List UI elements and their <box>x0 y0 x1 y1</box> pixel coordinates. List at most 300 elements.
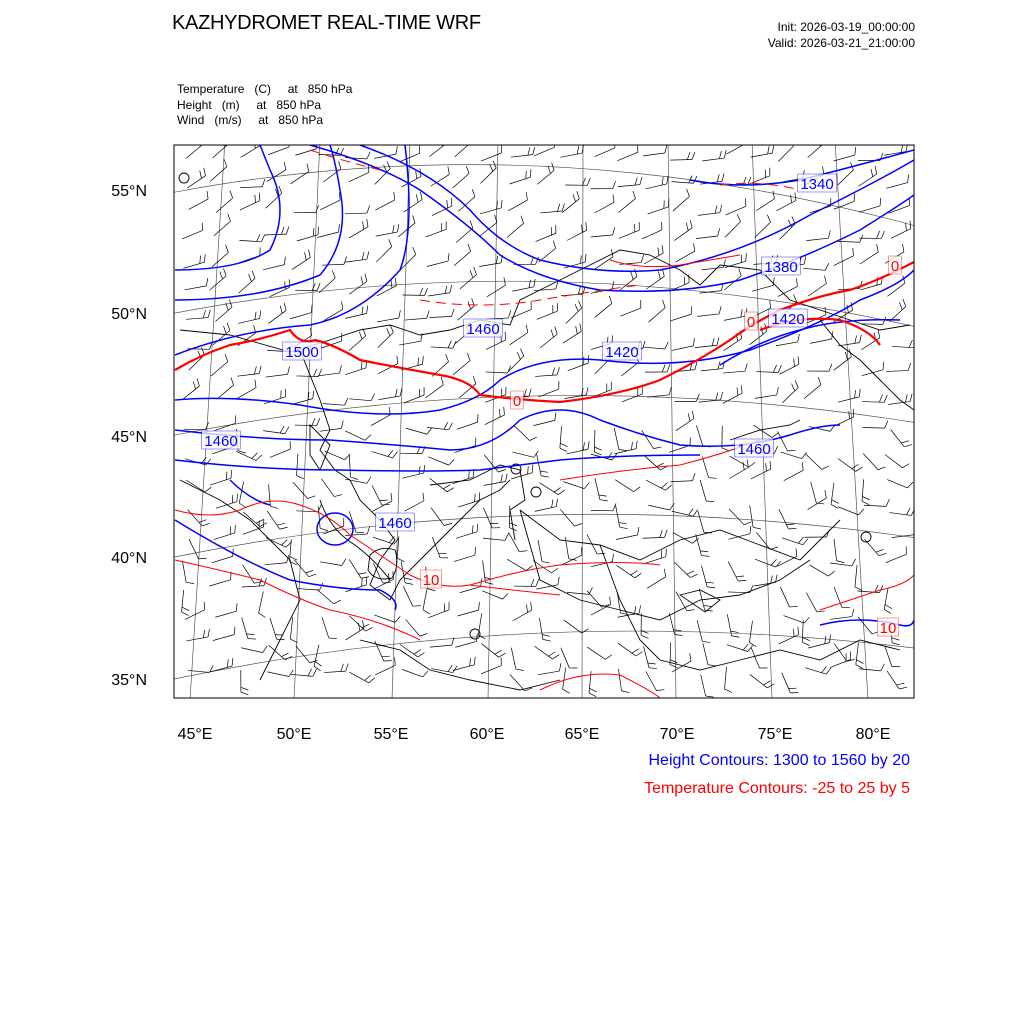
wind-barb <box>838 458 856 471</box>
wind-barb <box>425 229 446 237</box>
wind-barb-feather <box>280 527 288 529</box>
wind-barb-feather <box>361 577 369 579</box>
wind-barb-feather <box>766 463 767 471</box>
wind-barb-feather <box>254 582 262 584</box>
wind-barb-feather <box>690 653 691 661</box>
wind-barb <box>674 228 692 241</box>
wind-barb <box>567 592 589 594</box>
wind-barb <box>701 566 707 587</box>
wind-barb-feather <box>260 311 261 319</box>
wind-barb-feather <box>770 461 771 469</box>
wind-barb <box>862 402 884 403</box>
wind-barb-feather <box>225 354 228 362</box>
wind-barb-feather <box>638 527 639 535</box>
wind-barb-feather <box>425 288 428 295</box>
wind-barb-feather <box>690 220 692 228</box>
wind-barb <box>729 467 748 478</box>
wind-barb-feather <box>798 537 803 543</box>
wind-barb-feather <box>208 629 209 637</box>
wind-barb-feather <box>716 393 718 401</box>
wind-barb <box>702 457 708 478</box>
wind-barb-feather <box>284 162 285 170</box>
wind-barb <box>318 373 340 376</box>
wind-barb-feather <box>256 455 262 461</box>
wind-barb <box>535 233 555 241</box>
wind-barb-feather <box>452 309 455 317</box>
temperature-contour-legend: Temperature Contours: -25 to 25 by 5 <box>644 780 910 797</box>
wind-barb-feather <box>445 286 447 294</box>
wind-barb <box>211 362 228 376</box>
wind-barb-feather <box>712 338 714 346</box>
wind-barb-feather <box>305 252 307 260</box>
wind-barb <box>647 577 666 589</box>
wind-barb-feather <box>632 649 639 653</box>
wind-barb-feather <box>589 688 596 692</box>
wind-barb <box>885 646 892 667</box>
wind-barb <box>404 200 422 212</box>
contour-label: 10 <box>422 572 440 589</box>
wind-barb <box>892 346 914 347</box>
wind-barb <box>213 635 234 641</box>
wind-barb-feather <box>795 193 796 201</box>
wind-barb <box>648 505 669 510</box>
wind-barb <box>615 480 633 492</box>
wind-barb <box>615 449 636 454</box>
wind-barb-feather <box>619 522 627 523</box>
longitude-label: 55°E <box>373 726 409 743</box>
wind-barb <box>214 533 235 540</box>
wind-barb-feather <box>476 633 477 641</box>
wind-barb <box>298 589 320 591</box>
longitude-label: 70°E <box>659 726 695 743</box>
wind-barb-feather <box>519 551 527 552</box>
wind-barb-feather <box>620 527 628 528</box>
wind-barb-feather <box>767 684 774 688</box>
wind-barb-feather <box>309 250 311 258</box>
wind-barb-feather <box>693 176 696 183</box>
wind-barb <box>810 339 832 343</box>
wind-barb-feather <box>587 178 590 185</box>
wind-barb-feather <box>823 166 824 174</box>
wind-barb <box>243 512 260 526</box>
wind-barb <box>317 589 334 603</box>
wind-barb <box>755 395 777 398</box>
wind-barb-feather <box>475 547 476 555</box>
wind-barb <box>186 144 203 158</box>
wind-barb <box>855 565 857 587</box>
wind-barb-feather <box>526 605 527 613</box>
wind-barb <box>349 281 367 294</box>
wind-barb <box>777 556 797 566</box>
wind-barb-feather <box>308 669 312 676</box>
wind-barb-feather <box>901 145 903 153</box>
wind-barb-feather <box>613 194 614 202</box>
wind-barb-feather <box>741 255 742 263</box>
wind-barb-feather <box>822 466 829 469</box>
wind-barb <box>211 666 232 672</box>
wind-barb-feather <box>721 392 723 400</box>
wind-barb <box>864 505 886 506</box>
wind-barb-feather <box>420 192 422 200</box>
wind-barb-feather <box>510 523 517 526</box>
wind-barb-feather <box>753 527 761 529</box>
wind-barb <box>182 386 199 400</box>
wind-barb <box>804 385 821 399</box>
wind-barb <box>621 362 638 376</box>
wind-barb <box>291 674 313 676</box>
wind-barb-feather <box>666 485 672 490</box>
wind-barb-feather <box>852 609 854 617</box>
contour-label: 1420 <box>605 344 639 361</box>
wind-barb-feather <box>499 409 500 417</box>
wind-barb-feather <box>423 671 428 677</box>
wind-barb <box>755 559 776 567</box>
wind-barb-feather <box>580 323 582 331</box>
wind-barb-feather <box>563 689 570 693</box>
wind-barb-feather <box>612 281 613 289</box>
wind-barb <box>780 224 796 240</box>
wind-barb-feather <box>232 658 233 666</box>
longitude-label: 60°E <box>469 726 505 743</box>
wind-barb-feather <box>600 500 608 501</box>
wind-barb <box>295 149 316 155</box>
wind-barb <box>372 485 382 505</box>
wind-barb-feather <box>909 340 912 347</box>
wind-barb-feather <box>701 556 709 557</box>
wind-barb <box>756 532 770 549</box>
wind-barb-feather <box>526 325 528 333</box>
wind-barb <box>268 147 289 155</box>
wind-barb-feather <box>344 257 347 265</box>
wind-barb-feather <box>277 523 285 525</box>
wind-barb <box>670 160 692 161</box>
wind-barb <box>859 669 881 671</box>
wind-barb-feather <box>658 271 660 279</box>
wind-barb-feather <box>660 530 663 538</box>
wind-barb <box>672 182 694 184</box>
wind-barb <box>701 675 706 696</box>
wind-barb-feather <box>749 462 755 467</box>
wind-barb-feather <box>308 496 315 499</box>
wind-barb <box>784 470 803 480</box>
wind-barb-feather <box>314 666 321 670</box>
wind-barb-feather <box>828 230 830 238</box>
wind-barb-feather <box>611 249 613 257</box>
wind-barb-feather <box>613 227 615 235</box>
wind-barb <box>512 452 533 457</box>
wind-barb-feather <box>364 675 370 680</box>
wind-barb <box>264 234 286 235</box>
wind-barb-feather <box>635 573 642 578</box>
wind-barb-feather <box>694 243 695 251</box>
wind-barb <box>587 647 605 659</box>
wind-barb <box>374 579 394 589</box>
wind-barb <box>567 230 587 240</box>
wind-barb-feather <box>666 549 667 557</box>
wind-barb-feather <box>533 147 535 155</box>
wind-barb-feather <box>498 470 506 473</box>
wind-barb-feather <box>871 169 873 177</box>
wind-barb-feather <box>453 666 457 673</box>
wind-barb <box>618 152 638 160</box>
wind-barb <box>672 346 694 351</box>
wind-barb-feather <box>793 294 796 301</box>
wind-barb-feather <box>341 301 342 309</box>
wind-barb <box>643 537 665 538</box>
wind-barb-feather <box>285 281 286 289</box>
wind-barb-feather <box>466 166 469 174</box>
wind-barb-feather <box>794 629 795 637</box>
wind-barb-feather <box>855 336 857 344</box>
wind-barb-feather <box>263 646 267 653</box>
wind-barb <box>263 265 284 270</box>
wind-barb-feather <box>718 228 720 236</box>
wind-barb <box>210 478 231 485</box>
wind-barb <box>377 318 399 322</box>
wind-barb <box>862 370 883 376</box>
wind-barb-feather <box>200 171 202 179</box>
wind-barb <box>806 454 822 469</box>
wind-barb-feather <box>521 216 524 224</box>
wind-barb <box>430 316 452 317</box>
wind-barb <box>889 513 911 516</box>
wind-barb-feather <box>635 177 637 185</box>
wind-barb-feather <box>367 219 368 227</box>
wind-barb <box>481 644 498 658</box>
wind-barb <box>405 318 427 320</box>
wind-barb <box>427 261 448 266</box>
wind-barb-feather <box>749 643 756 647</box>
wind-barb-feather <box>722 174 724 182</box>
contour-label: 1460 <box>466 321 500 338</box>
wind-barb-feather <box>911 508 915 515</box>
wind-barb <box>324 671 346 672</box>
height-contours <box>175 145 914 626</box>
wind-barb <box>401 561 405 583</box>
wind-barb <box>428 457 448 465</box>
wind-barb-feather <box>829 635 830 643</box>
wind-barb <box>295 425 317 426</box>
wind-barb <box>728 562 738 582</box>
wind-barb-feather <box>665 145 667 153</box>
wind-barb-feather <box>662 364 665 371</box>
wind-barb-feather <box>365 435 371 441</box>
wind-barb <box>511 155 533 158</box>
wind-barb-feather <box>906 223 907 231</box>
wind-barb <box>482 591 502 599</box>
wind-barb-feather <box>197 378 199 386</box>
wind-barb-feather <box>619 449 627 450</box>
wind-barb-feather <box>388 573 389 581</box>
wind-barb <box>187 176 205 188</box>
wind-barb-feather <box>280 426 284 433</box>
wind-barb-feather <box>206 278 208 286</box>
wind-barb-feather <box>470 221 473 229</box>
wind-barb <box>406 619 420 636</box>
wind-barb-feather <box>220 272 223 280</box>
wind-barb-feather <box>910 221 911 229</box>
wind-barb <box>699 400 721 402</box>
wind-barb <box>454 555 475 561</box>
wind-barb <box>565 537 569 559</box>
wind-barb-feather <box>607 452 612 458</box>
wind-barb-feather <box>367 206 370 214</box>
wind-barb-feather <box>259 613 266 617</box>
wind-barb-feather <box>423 356 424 364</box>
wind-barb-feather <box>798 334 800 342</box>
wind-barb-feather <box>255 312 256 320</box>
wind-barb-feather <box>227 659 228 667</box>
wind-barb-feather <box>906 508 910 515</box>
wind-barb-feather <box>554 487 560 492</box>
wind-barb <box>266 374 288 377</box>
wind-barb <box>318 154 340 155</box>
valid-time: Valid: 2026-03-21_21:00:00 <box>767 36 915 50</box>
wind-barb <box>403 586 412 606</box>
wind-barb-feather <box>203 310 205 318</box>
wind-barb-feather <box>541 476 549 477</box>
wind-barb-feather <box>504 407 505 415</box>
wind-barb-feather <box>427 428 432 434</box>
contour-label: 0 <box>890 258 900 275</box>
wind-barb-feather <box>416 195 418 203</box>
wind-barb-feather <box>732 636 740 637</box>
wind-barb-feather <box>875 166 877 174</box>
wind-barb-feather <box>589 693 596 697</box>
wind-barb-feather <box>719 151 721 159</box>
wind-barb-feather <box>821 666 826 672</box>
wind-barb-feather <box>786 524 794 525</box>
wind-barb-feather <box>341 664 343 672</box>
wind-barb <box>320 562 342 566</box>
wind-barb <box>349 227 368 238</box>
wind-barb-feather <box>879 553 887 556</box>
wind-barb-feather <box>261 235 264 242</box>
wind-barb <box>484 482 506 486</box>
wind-barb-feather <box>845 352 847 360</box>
wind-barb-feather <box>532 465 533 473</box>
wind-barb <box>535 507 556 512</box>
wind-barb <box>834 256 854 266</box>
wind-barb <box>700 480 706 501</box>
wind-barb <box>507 559 526 570</box>
wind-barb <box>323 404 345 406</box>
wind-barb <box>423 588 427 610</box>
wind-barb <box>595 303 612 317</box>
wind-barb-feather <box>193 381 195 389</box>
contour-label: 1340 <box>800 176 834 193</box>
wind-barb-feather <box>441 377 443 385</box>
wind-barb <box>240 187 262 188</box>
wind-barb-feather <box>368 164 369 172</box>
wind-barb-feather <box>586 222 587 230</box>
wind-barb <box>455 641 476 647</box>
init-time: Init: 2026-03-19_00:00:00 <box>777 20 915 34</box>
wind-barb <box>317 232 338 237</box>
wind-barb-feather <box>690 574 697 577</box>
wind-barb-feather <box>496 256 498 264</box>
wind-barb-feather <box>743 462 744 470</box>
wind-barb <box>781 452 802 459</box>
wind-barb <box>782 673 791 693</box>
wind-barb <box>539 618 542 640</box>
wind-barb-feather <box>736 576 744 577</box>
wind-barb <box>189 539 199 559</box>
wind-barb <box>778 146 793 162</box>
wind-barb <box>215 611 236 617</box>
wind-barb <box>620 276 637 290</box>
wind-barb <box>486 372 508 373</box>
wind-barb-feather <box>825 263 829 270</box>
wind-barb-feather <box>226 136 229 143</box>
wind-barb <box>702 267 724 270</box>
wind-barb <box>241 648 262 653</box>
wind-barb-feather <box>879 395 882 402</box>
wind-barb-feather <box>490 164 493 171</box>
wind-barb <box>886 183 907 189</box>
wind-barb-feather <box>654 447 662 449</box>
wind-barb-feather <box>182 607 189 611</box>
wind-barb-feather <box>663 300 666 308</box>
wind-barb <box>213 143 229 158</box>
wind-barb-feather <box>670 665 677 668</box>
wind-barb <box>537 311 557 319</box>
wind-barb <box>457 610 478 616</box>
wind-barb-feather <box>803 539 808 545</box>
wind-barb <box>566 449 588 454</box>
wind-barb-feather <box>284 303 286 311</box>
wind-barb <box>534 289 556 291</box>
wind-barb-feather <box>203 630 204 638</box>
wind-barb-feather <box>317 418 320 425</box>
wind-barb <box>891 229 911 239</box>
wind-barb-feather <box>451 198 452 206</box>
wind-barb <box>535 375 557 377</box>
wind-barb <box>349 399 371 401</box>
wind-barb-feather <box>341 421 343 429</box>
wind-barb <box>616 506 620 528</box>
wind-barb <box>349 172 369 181</box>
wind-barb <box>268 310 286 323</box>
wind-barb-feather <box>505 533 509 540</box>
wind-barb-feather <box>594 452 601 455</box>
wind-barb-feather <box>202 523 210 526</box>
map-frame <box>174 145 914 698</box>
wind-barb <box>345 259 367 262</box>
wind-barb <box>349 672 368 683</box>
wind-barb-feather <box>858 509 863 515</box>
wind-barb <box>645 557 666 564</box>
wind-barb-feather <box>391 280 392 288</box>
wind-barb <box>702 158 724 161</box>
wind-barb-feather <box>367 152 370 159</box>
wind-barb-feather <box>387 161 390 168</box>
wind-barb-feather <box>204 168 206 176</box>
wind-barb-feather <box>387 328 390 335</box>
wind-barb <box>838 170 854 185</box>
wind-barb <box>371 415 390 426</box>
wind-barb-feather <box>362 624 369 627</box>
wind-barb <box>242 565 254 584</box>
wind-barb <box>830 660 850 668</box>
wind-barb-feather <box>648 663 656 664</box>
wind-barb-feather <box>883 317 886 324</box>
wind-barb-feather <box>367 477 371 484</box>
wind-barb-feather <box>847 305 848 313</box>
wind-barb <box>265 563 287 565</box>
wind-barb-feather <box>444 135 446 143</box>
contour-label: 0 <box>512 393 522 410</box>
